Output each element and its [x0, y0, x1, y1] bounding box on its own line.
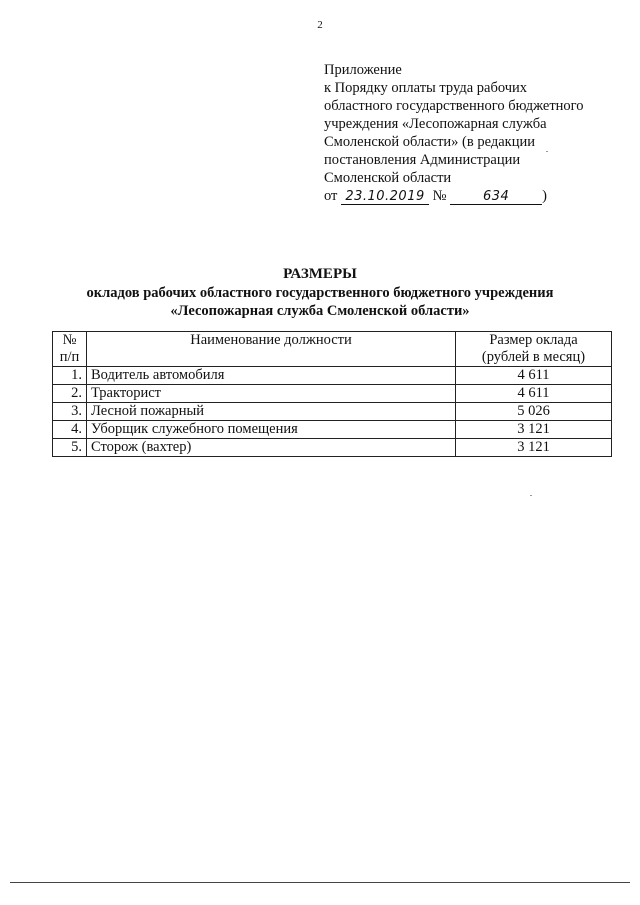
table-row	[53, 421, 612, 439]
appendix-line: к Порядку оплаты труда рабочих	[324, 80, 527, 96]
appendix-block	[324, 61, 624, 205]
page-number: 2	[317, 19, 323, 31]
table-row	[53, 367, 612, 385]
row-position: Водитель автомобиля	[87, 367, 456, 385]
salary-table	[52, 331, 612, 457]
row-salary: 3 121	[456, 421, 612, 439]
appendix-line: Смоленской области	[324, 170, 452, 186]
row-salary: 4 611	[456, 385, 612, 403]
row-num: 3.	[53, 403, 87, 421]
scan-speck	[546, 151, 548, 152]
header-salary-line: (рублей в месяц)	[481, 349, 586, 365]
row-num: 2.	[53, 385, 87, 403]
header-salary	[456, 332, 612, 367]
table-row	[53, 403, 612, 421]
title-heading: РАЗМЕРЫ	[283, 266, 357, 282]
table-header-row	[53, 332, 612, 367]
header-salary-line: Размер оклада	[489, 332, 578, 348]
appendix-line: учреждения «Лесопожарная служба	[324, 116, 547, 132]
row-num: 4.	[53, 421, 87, 439]
row-position: Сторож (вахтер)	[87, 439, 456, 457]
header-num-line: №	[62, 332, 77, 348]
from-label: от	[324, 188, 338, 204]
row-salary: 3 121	[456, 439, 612, 457]
row-num: 5.	[53, 439, 87, 457]
closing-parenthesis: )	[542, 188, 547, 204]
handwritten-date: 23.10.2019	[341, 189, 429, 205]
appendix-line: постановления Администрации	[324, 152, 521, 168]
row-position: Уборщик служебного помещения	[87, 421, 456, 439]
number-label: №	[432, 188, 447, 204]
handwritten-number: 634	[450, 189, 542, 205]
row-salary: 4 611	[456, 367, 612, 385]
title-line-1: окладов рабочих областного государственного бюджетного учреждения	[86, 285, 554, 301]
row-position: Тракторист	[87, 385, 456, 403]
document-title	[0, 265, 640, 320]
header-num	[53, 332, 87, 367]
row-position: Лесной пожарный	[87, 403, 456, 421]
footer-rule	[10, 882, 630, 883]
title-line-2: «Лесопожарная служба Смоленской области»	[170, 303, 470, 319]
header-num-line: п/п	[59, 349, 80, 365]
signature-line	[324, 187, 624, 205]
appendix-line: областного государственного бюджетного	[324, 98, 584, 114]
appendix-line: Приложение	[324, 62, 402, 78]
table-row	[53, 385, 612, 403]
header-name: Наименование должности	[87, 332, 456, 367]
scan-speck	[530, 495, 532, 496]
appendix-line: Смоленской области» (в редакции	[324, 134, 535, 150]
row-salary: 5 026	[456, 403, 612, 421]
table-row	[53, 439, 612, 457]
row-num: 1.	[53, 367, 87, 385]
